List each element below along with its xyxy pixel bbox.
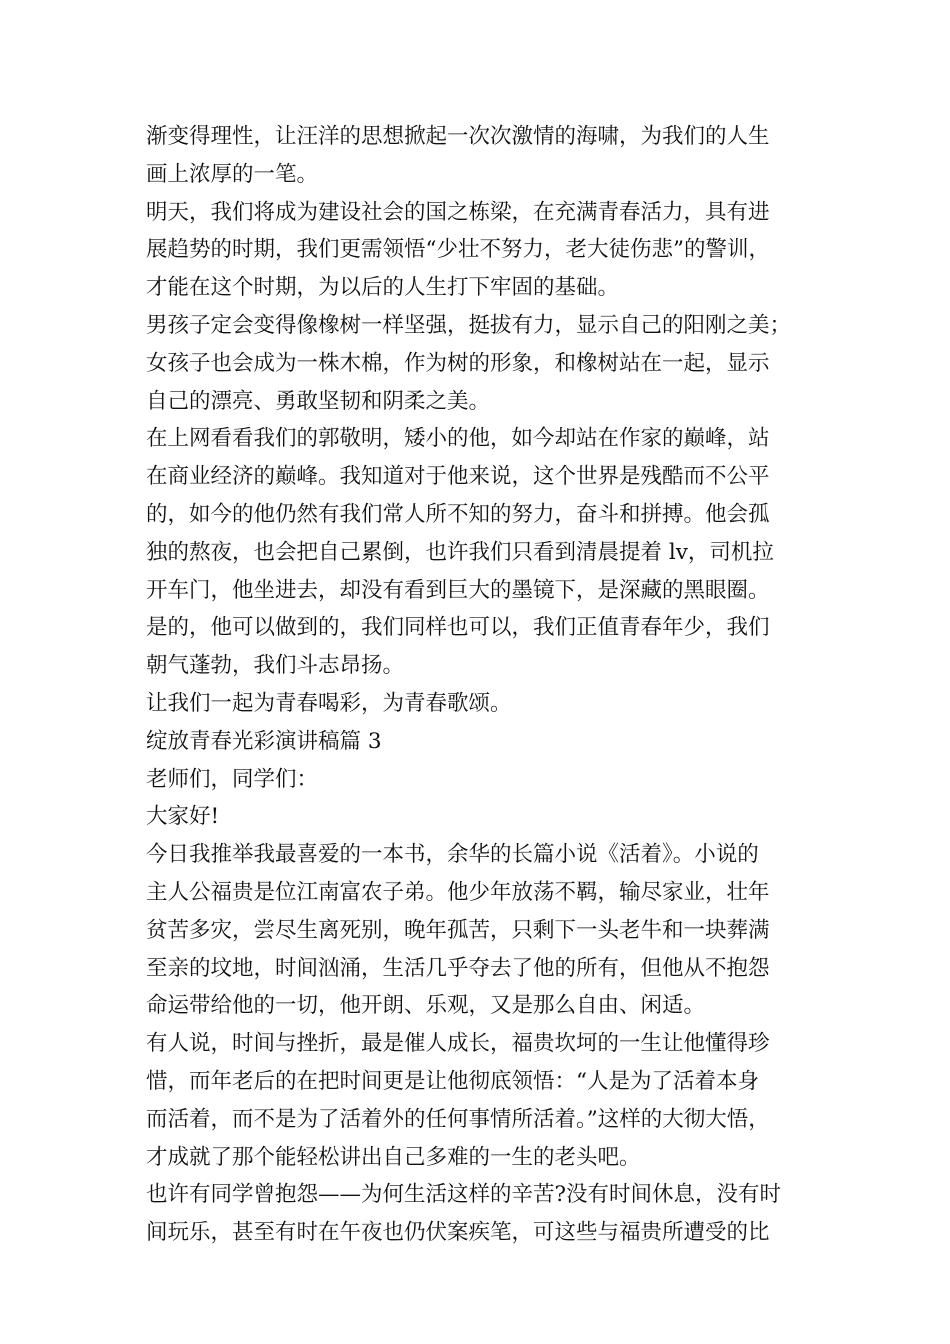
text-line: 开车门，他坐进去，却没有看到巨大的墨镜下，是深藏的黑眼圈。 (146, 577, 770, 603)
text-line: 展趋势的时期，我们更需领悟“少壮不努力，老大徒伤悲”的警训， (146, 237, 770, 263)
text-line: 在商业经济的巅峰。我知道对于他来说，这个世界是残酷而不公平 (146, 464, 770, 490)
text-line: 大家好! (146, 804, 220, 830)
text-line: 命运带给他的一切，他开朗、乐观，又是那么自由、闲适。 (146, 993, 706, 1019)
text-line: 有人说，时间与挫折，最是催人成长，福贵坎坷的一生让他懂得珍 (146, 1031, 770, 1057)
text-line: 渐变得理性，让汪洋的思想掀起一次次激情的海啸，为我们的人生 (146, 124, 770, 149)
text-line: 惜，而年老后的在把时间更是让他彻底领悟：“人是为了活着本身 (146, 1068, 759, 1094)
text-line: 贫苦多灾，尝尽生离死别，晚年孤苦，只剩下一头老牛和一块葬满 (146, 917, 770, 943)
text-line: 男孩子定会变得像橡树一样坚强，挺拔有力，显示自己的阳刚之美； (146, 312, 792, 338)
text-line: 画上浓厚的一笔。 (146, 161, 319, 187)
text-line: 才成就了那个能轻松讲出自己多难的一生的老头吧。 (146, 1144, 641, 1170)
text-line: 自己的漂亮、勇敢坚韧和阴柔之美。 (146, 388, 491, 414)
text-line: 而活着，而不是为了活着外的任何事情所活着。”这样的大彻大悟， (146, 1106, 770, 1132)
document-body (146, 118, 826, 1252)
text-line: 主人公福贵是位江南富农子弟。他少年放荡不羁，输尽家业，壮年 (146, 879, 770, 905)
text-line: 让我们一起为青春喝彩，为青春歌颂。 (146, 690, 512, 716)
section-heading: 绽放青春光彩演讲稿篇 3 (146, 728, 382, 754)
text-line: 朝气蓬勃，我们斗志昂扬。 (146, 653, 405, 679)
text-line: 的，如今的他仍然有我们常人所不知的努力，奋斗和拼搏。他会孤 (146, 501, 770, 527)
text-line: 是的，他可以做到的，我们同样也可以，我们正值青春年少，我们 (146, 615, 770, 641)
text-line: 至亲的坟地，时间汹涌，生活几乎夺去了他的所有，但他从不抱怨 (146, 955, 770, 981)
text-line: 在上网看看我们的郭敬明，矮小的他，如今却站在作家的巅峰，站 (146, 426, 770, 452)
text-line: 女孩子也会成为一株木棉，作为树的形象，和橡树站在一起，显示 (146, 350, 770, 376)
text-line: 间玩乐，甚至有时在午夜也仍伏案疾笔，可这些与福贵所遭受的比 (146, 1220, 770, 1246)
text-line: 老师们，同学们： (146, 766, 319, 792)
text-line: 才能在这个时期，为以后的人生打下牢固的基础。 (146, 275, 620, 301)
text-line: 今日我推举我最喜爱的一本书，余华的长篇小说《活着》。小说的 (146, 842, 759, 868)
text-line: 明天，我们将成为建设社会的国之栋梁，在充满青春活力，具有进 (146, 199, 770, 225)
text-line: 也许有同学曾抱怨——为何生活这样的辛苦?没有时间休息，没有时 (146, 1182, 782, 1208)
text-line: 独的熬夜，也会把自己累倒，也许我们只看到清晨提着 lv，司机拉 (146, 539, 774, 565)
